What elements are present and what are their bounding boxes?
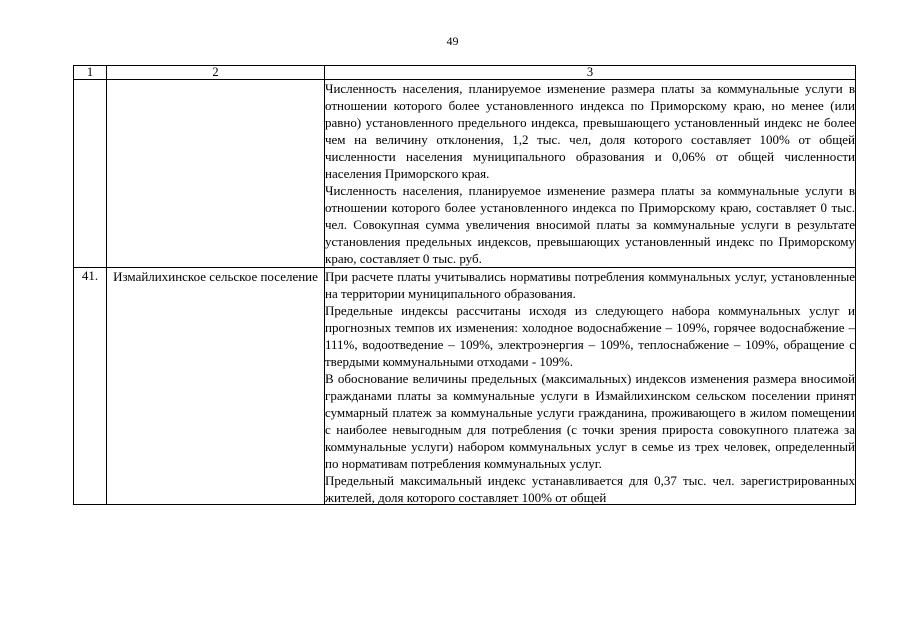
municipality-name: Измайлихинское сельское поселение bbox=[107, 268, 325, 505]
truncated-paragraph-wrapper bbox=[325, 472, 855, 504]
paragraph: Численность населения, планируемое изменение размера платы за коммунальные услуги в отношении которого более установленного индекса по Приморскому краю, но менее (или равно) установленного предельного индекса, превышающего установленный индекс не более чем на величину отклонения, 1,2 тыс. чел, доля которого составляет 100% от общей численности населения муниципального образования и 0,06% от общей численности населения Приморского края. bbox=[325, 81, 855, 181]
column-header: 2 bbox=[107, 66, 325, 80]
data-table bbox=[73, 65, 856, 505]
page-number: 49 bbox=[446, 34, 459, 48]
table-header-row bbox=[74, 66, 856, 80]
table-row bbox=[74, 268, 856, 505]
paragraph: При расчете платы учитывались нормативы потребления коммунальных услуг, установленные на территории муниципального образования. bbox=[325, 269, 855, 301]
paragraph: В обоснование величины предельных (максимальных) индексов изменения размера вносимой гражданами платы за коммунальные услуги в Измайлихинском сельском поселении принят суммарный платеж за коммунальные услуги гражданина, проживающего в жилом помещении с наиболее невыгодным для потребления (с точки зрения прироста совокупного платежа за коммунальные услуги) набором коммунальных услуг в семье из трех человек, определенный по нормативам потребления коммунальных услуг. bbox=[325, 371, 855, 471]
description-cell bbox=[325, 268, 856, 505]
paragraph: Предельный максимальный индекс устанавливается для 0,37 тыс. чел. зарегистрированных жителей, доля которого составляет 100% от общей bbox=[325, 473, 855, 504]
description-cell bbox=[325, 80, 856, 268]
row-number: 41. bbox=[74, 268, 107, 505]
table-row bbox=[74, 80, 856, 268]
row-number bbox=[74, 80, 107, 268]
column-header: 1 bbox=[74, 66, 107, 80]
paragraph: Численность населения, планируемое изменение размера платы за коммунальные услуги в отношении которого более установленного индекса по Приморскому краю, составляет 0 тыс. чел. Совокупная сумма увеличения вносимой платы за коммунальные услуги в результате установления предельных индексов, превышающих установленный индекс по Приморскому краю, составляет 0 тыс. руб. bbox=[325, 183, 855, 266]
municipality-name bbox=[107, 80, 325, 268]
column-header: 3 bbox=[325, 66, 856, 80]
paragraph: Предельные индексы рассчитаны исходя из следующего набора коммунальных услуг и прогнозных темпов их изменения: холодное водоснабжение – 109%, горячее водоснабжение – 111%, водоотведение – 109%, электроэнергия – 109%, теплоснабжение – 109%, обращение с твердыми коммунальными отходами - 109%. bbox=[325, 303, 855, 369]
